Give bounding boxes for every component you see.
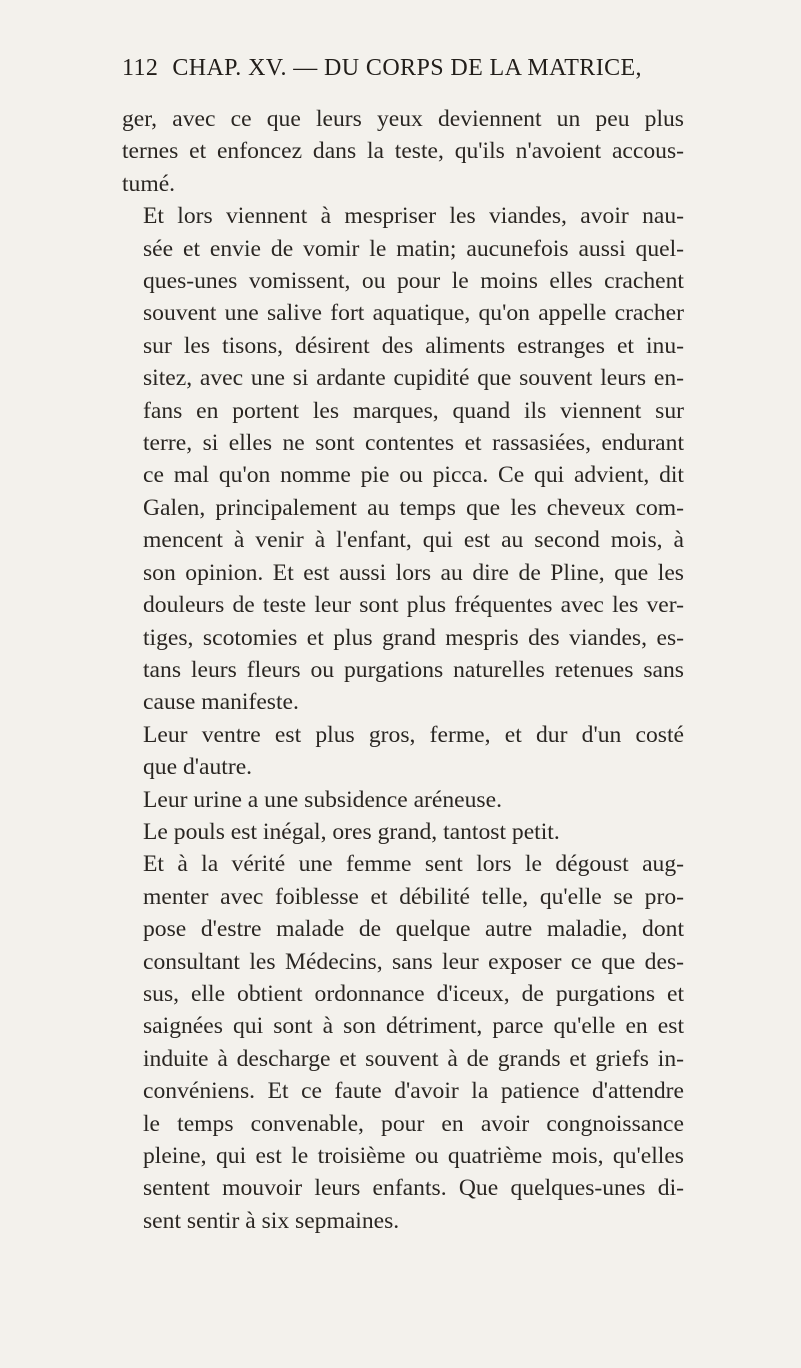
text-line: tiges, scotomies et plus grand mespris des viandes, es-	[143, 624, 684, 651]
text-line: Leur ventre est plus gros, ferme, et dur d'un costé	[143, 721, 684, 748]
text-line: induite à descharge et souvent à de grands et griefs in-	[143, 1045, 684, 1072]
paragraph	[122, 103, 684, 200]
text-line: douleurs de teste leur sont plus fréquentes avec les ver-	[143, 592, 684, 619]
text-line: souvent une salive fort aquatique, qu'on appelle cracher	[143, 300, 684, 327]
chapter-title: CHAP. XV. — DU CORPS DE LA MATRICE,	[172, 55, 642, 81]
text-line: le temps convenable, pour en avoir congnoissance	[143, 1110, 684, 1137]
body-text	[122, 103, 684, 1237]
text-line: ques-unes vomissent, ou pour le moins elles crachent	[143, 268, 684, 295]
paragraph	[122, 816, 684, 848]
text-line: Le pouls est inégal, ores grand, tantost petit.	[143, 818, 560, 845]
text-line: sus, elle obtient ordonnance d'iceux, de purgations et	[143, 980, 684, 1007]
text-line: fans en portent les marques, quand ils viennent sur	[143, 397, 684, 424]
text-line: menter avec foiblesse et débilité telle, qu'elle se pro-	[143, 883, 684, 910]
text-line: pose d'estre malade de quelque autre maladie, dont	[143, 916, 684, 943]
text-line: Et lors viennent à mespriser les viandes, avoir nau-	[143, 203, 684, 230]
page-number: 112	[122, 55, 159, 81]
text-line: convéniens. Et ce faute d'avoir la patience d'attendre	[143, 1078, 684, 1105]
paragraph	[122, 784, 684, 816]
text-line: sée et envie de vomir le matin; aucunefois aussi quel-	[143, 235, 684, 262]
paragraph	[122, 200, 684, 719]
text-line: que d'autre.	[143, 754, 253, 781]
text-line: terre, si elles ne sont contentes et rassasiées, endurant	[143, 430, 684, 457]
text-line: Galen, principalement au temps que les cheveux com-	[143, 494, 684, 521]
text-line: Et à la vérité une femme sent lors le dégoust aug-	[143, 851, 684, 878]
paragraph	[122, 719, 684, 784]
text-line: ternes et enfoncez dans la teste, qu'ils n'avoient accous-	[122, 138, 684, 165]
text-line: sent sentir à six sepmaines.	[143, 1207, 400, 1234]
text-line: son opinion. Et est aussi lors au dire de Pline, que les	[143, 559, 684, 586]
text-line: tans leurs fleurs ou purgations naturelles retenues sans	[143, 656, 684, 683]
text-line: pleine, qui est le troisième ou quatrième mois, qu'elles	[143, 1143, 684, 1169]
text-line: sitez, avec une si ardante cupidité que souvent leurs en-	[143, 365, 684, 392]
text-line: sentent mouvoir leurs enfants. Que quelques-unes di-	[143, 1175, 684, 1202]
text-line: cause manifeste.	[143, 689, 299, 716]
text-line: Leur urine a une subsidence aréneuse.	[143, 786, 502, 813]
text-line: ger, avec ce que leurs yeux deviennent un peu plus	[122, 106, 684, 132]
text-line: tumé.	[122, 170, 176, 197]
text-line: mencent à venir à l'enfant, qui est au second mois, à	[143, 527, 684, 554]
text-line: sur les tisons, désirent des aliments estranges et inu-	[143, 332, 684, 359]
text-line: ce mal qu'on nomme pie ou picca. Ce qui advient, dit	[143, 462, 684, 489]
running-head	[122, 52, 682, 84]
text-line: saignées qui sont à son détriment, parce qu'elle en est	[143, 1013, 684, 1040]
text-line: consultant les Médecins, sans leur exposer ce que des-	[143, 948, 684, 975]
paragraph	[122, 848, 684, 1237]
